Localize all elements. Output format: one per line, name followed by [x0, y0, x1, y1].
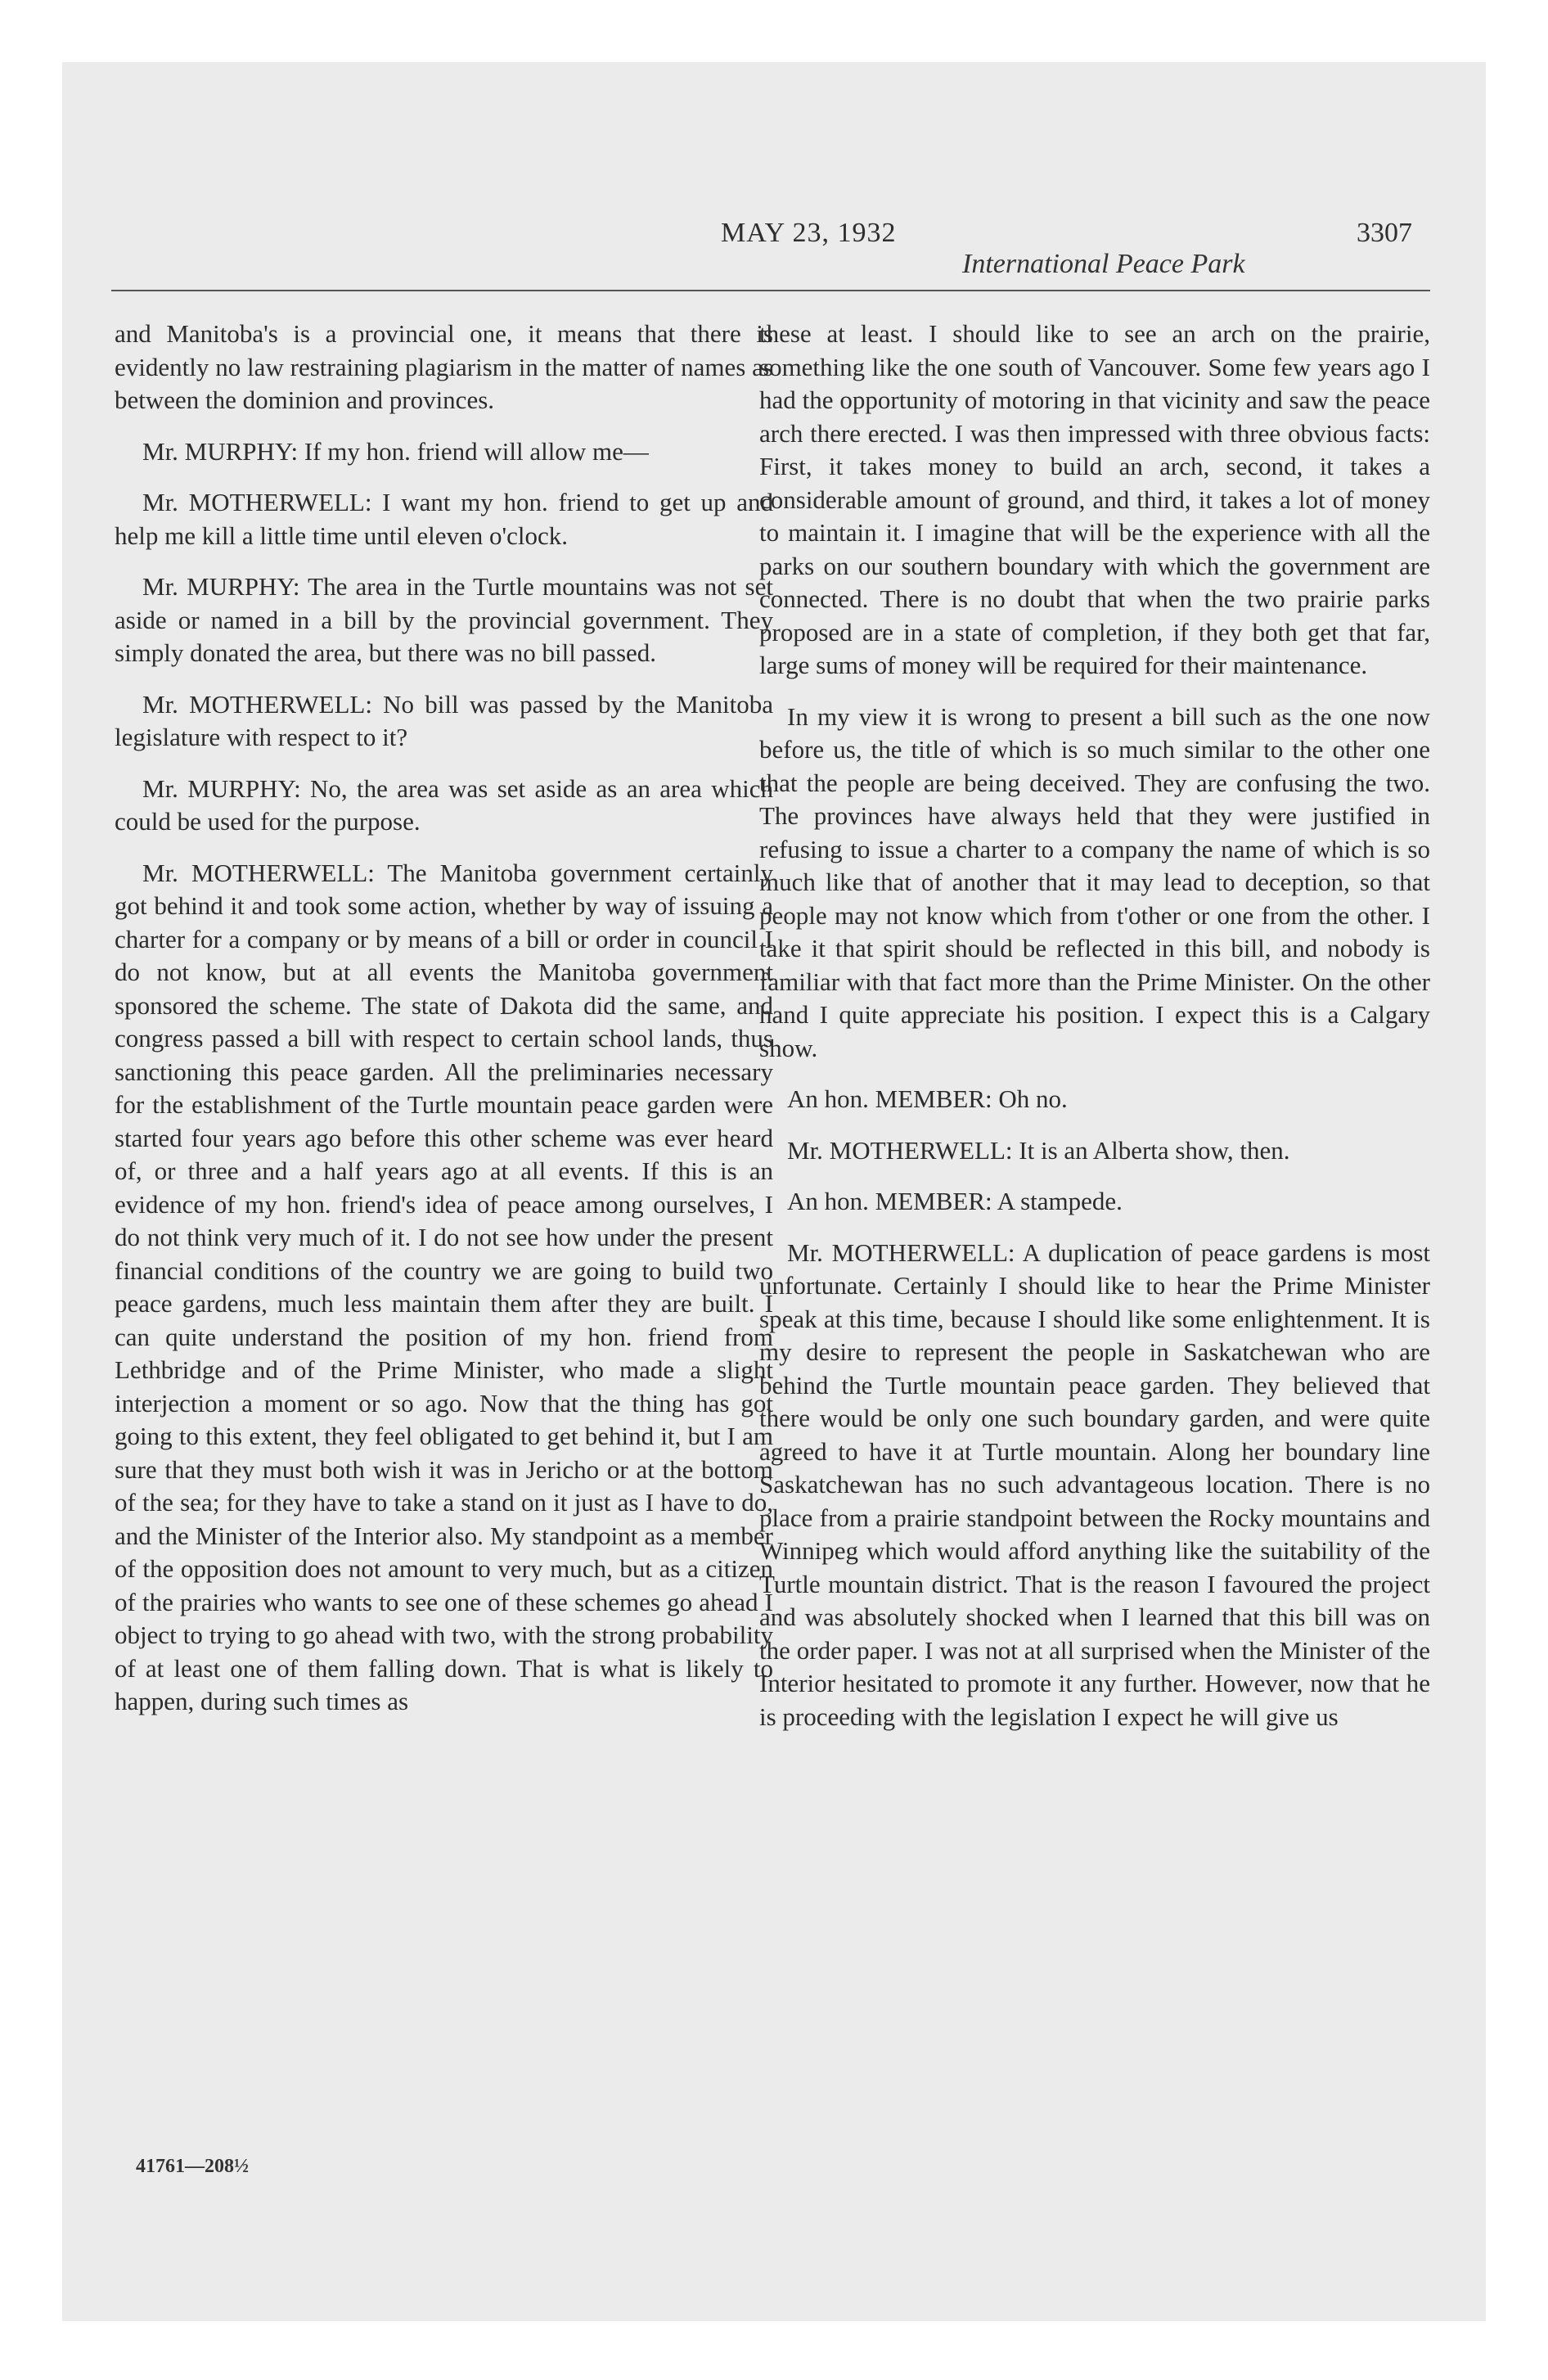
page-sheet: [62, 62, 1486, 2321]
print-code: 41761—208½: [136, 2156, 249, 2177]
paragraph: An hon. MEMBER: Oh no.: [787, 1084, 1068, 1113]
paragraph: Mr. MOTHERWELL: No bill was passed by the Manitoba legislature with respect to it?: [115, 689, 773, 751]
right-column: [759, 318, 1430, 1751]
paragraph: Mr. MOTHERWELL: A duplication of peace gardens is most unfortunate. Certainly I should like to hear the Prime Minister speak at this time, because I should like some enlightenment. It is my desire to represent the people in Saskatchewan who are behind the Turtle mountain peace garden. They believed that there would be only one such boundary garden, and were quite agreed to have it at Turtle mountain. Along her boundary line Saskatchewan has no such advantageous location. There is no place from a prairie standpoint between the Rocky mountains and Winnipeg which would afford anything like the suitability of the Turtle mountain district. That is the reason I favoured the project and was absolutely shocked when I learned that this bill was on the order paper. I was not at all surprised when the Minister of the Interior hesitated to promote it any further. However, now that he is proceeding with the legislation I expect he will give us: [759, 1237, 1430, 1731]
paragraph: these at least. I should like to see an arch on the prairie, something like the one south of Vancouver. Some few years ago I had the opportunity of motoring in that vicinity and saw the peace arch there erected. I was then impressed with three obvious facts: First, it takes money to build an arch, second, it takes a considerable amount of ground, and third, it takes a lot of money to maintain it. I imagine that will be the experience with all the parks on our southern boundary with which the government are connected. There is no doubt that when the two prairie parks proposed are in a state of completion, if they both get that far, large sums of money will be required for their maintenance.: [759, 319, 1430, 679]
paragraph: and Manitoba's is a provincial one, it means that there is evidently no law restraining plagiarism in the matter of names as between the dominion and provinces.: [115, 319, 773, 414]
page-header: [160, 152, 1412, 279]
header-section-title: International Peace Park: [962, 249, 1245, 279]
left-column: [115, 318, 773, 1737]
paragraph: Mr. MOTHERWELL: I want my hon. friend to get up and help me kill a little time until eleven o'clock.: [115, 488, 773, 550]
header-rule: [111, 290, 1430, 291]
paragraph: Mr. MURPHY: The area in the Turtle mountains was not set aside or named in a bill by the provincial government. They simply donated the area, but there was no bill passed.: [115, 572, 773, 667]
paragraph: Mr. MOTHERWELL: The Manitoba government certainly got behind it and took some action, whether by way of issuing a charter for a company or by means of a bill or order in council I do not know, but at all events the Manitoba government sponsored the scheme. The state of Dakota did the same, and congress passed a bill with respect to certain school lands, thus sanctioning this peace garden. All the preliminaries necessary for the establishment of the Turtle mountain peace garden were started four years ago before this other scheme was ever heard of, or three and a half years ago at all events. If this is an evidence of my hon. friend's idea of peace among ourselves, I do not think very much of it. I do not see how under the present financial conditions of the country we are going to build two peace gardens, much less maintain them after they are built. I can quite understand the position of my hon. friend from Lethbridge and of the Prime Minister, who made a slight interjection a moment or so ago. Now that the thing has got going to this extent, they feel obligated to get behind it, but I am sure that they must both wish it was in Jericho or at the bottom of the sea; for they have to take a stand on it just as I have to do, and the Minister of the Interior also. My standpoint as a member of the opposition does not amount to very much, but as a citizen of the prairies who wants to see one of these schemes go ahead I object to trying to go ahead with two, with the strong probability of at least one of them falling down. That is what is likely to happen, during such times as: [115, 858, 773, 1715]
paragraph: Mr. MOTHERWELL: It is an Alberta show, then.: [787, 1135, 1290, 1165]
header-page-number: 3307: [1357, 218, 1412, 248]
header-date: MAY 23, 1932: [721, 218, 897, 248]
paragraph: Mr. MURPHY: If my hon. friend will allow me—: [142, 436, 649, 466]
paragraph: In my view it is wrong to present a bill such as the one now before us, the title of which is so much similar to the other one that the people are being deceived. They are confusing the two. The provinces have always held that they were justified in refusing to issue a charter to a company the name of which is so much like that of another that it may lead to deception, so that people may not know which from t'other or one from the other. I take it that spirit should be reflected in this bill, and nobody is familiar with that fact more than the Prime Minister. On the other hand I quite appreciate his position. I expect this is a Calgary show.: [759, 701, 1430, 1062]
paragraph: Mr. MURPHY: No, the area was set aside as an area which could be used for the purpose.: [115, 773, 773, 836]
paragraph: An hon. MEMBER: A stampede.: [787, 1187, 1123, 1215]
